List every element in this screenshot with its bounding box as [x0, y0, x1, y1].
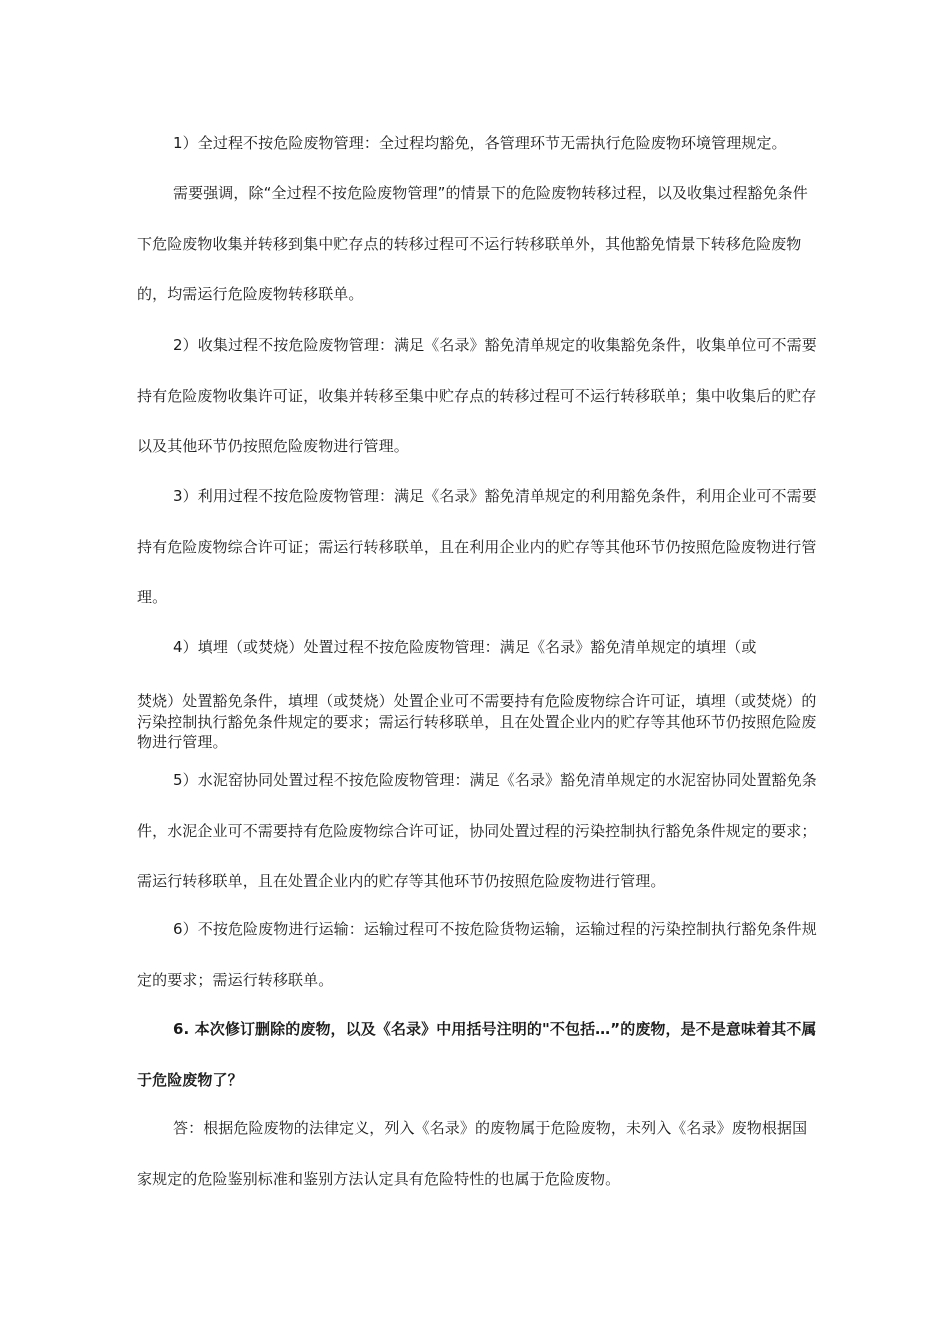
paragraph-item-3: 3）利用过程不按危险废物管理：满足《名录》豁免清单规定的利用豁免条件，利用企业可不需要持有危险废物综合许可证；需运行转移联单，且在利用企业内的贮存等其他环节仍按照危险废物进行管理。 [137, 487, 817, 606]
paragraph-item-6: 6）不按危险废物进行运输：运输过程可不按危险货物运输，运输过程的污染控制执行豁免条件规定的要求；需运行转移联单。 [137, 920, 817, 989]
paragraph-item-4-continued: 焚烧）处置豁免条件，填埋（或焚烧）处置企业可不需要持有危险废物综合许可证，填埋（或焚烧）的污染控制执行豁免条件规定的要求；需运行转移联单，且在处置企业内的贮存等其他环节仍按照危险废物进行管理。 [137, 692, 817, 751]
answer-paragraph-6: 答：根据危险废物的法律定义，列入《名录》的废物属于危险废物，未列入《名录》废物根据国家规定的危险鉴别标准和鉴别方法认定具有危险特性的也属于危险废物。 [137, 1119, 808, 1188]
paragraph-item-1: 1）全过程不按危险废物管理：全过程均豁免，各管理环节无需执行危险废物环境管理规定。 [173, 134, 787, 152]
paragraph-item-4-first-line: 4）填埋（或焚烧）处置过程不按危险废物管理：满足《名录》豁免清单规定的填埋（或 [173, 638, 757, 656]
paragraph-emphasis-note: 需要强调，除“全过程不按危险废物管理”的情景下的危险废物转移过程，以及收集过程豁免条件下危险废物收集并转移到集中贮存点的转移过程可不运行转移联单外，其他豁免情景下转移危险废物的，均需运行危险废物转移联单。 [137, 184, 808, 303]
paragraph-item-2: 2）收集过程不按危险废物管理：满足《名录》豁免清单规定的收集豁免条件，收集单位可不需要持有危险废物收集许可证，收集并转移至集中贮存点的转移过程可不运行转移联单；集中收集后的贮存以及其他环节仍按照危险废物进行管理。 [137, 336, 817, 455]
paragraph-item-5: 5）水泥窑协同处置过程不按危险废物管理：满足《名录》豁免清单规定的水泥窑协同处置豁免条件，水泥企业可不需要持有危险废物综合许可证，协同处置过程的污染控制执行豁免条件规定的要求；需运行转移联单，且在处置企业内的贮存等其他环节仍按照危险废物进行管理。 [137, 771, 817, 890]
question-heading-6: 6. 本次修订删除的废物，以及《名录》中用括号注明的"不包括…”的废物，是不是意味着其不属于危险废物了？ [137, 1020, 817, 1089]
